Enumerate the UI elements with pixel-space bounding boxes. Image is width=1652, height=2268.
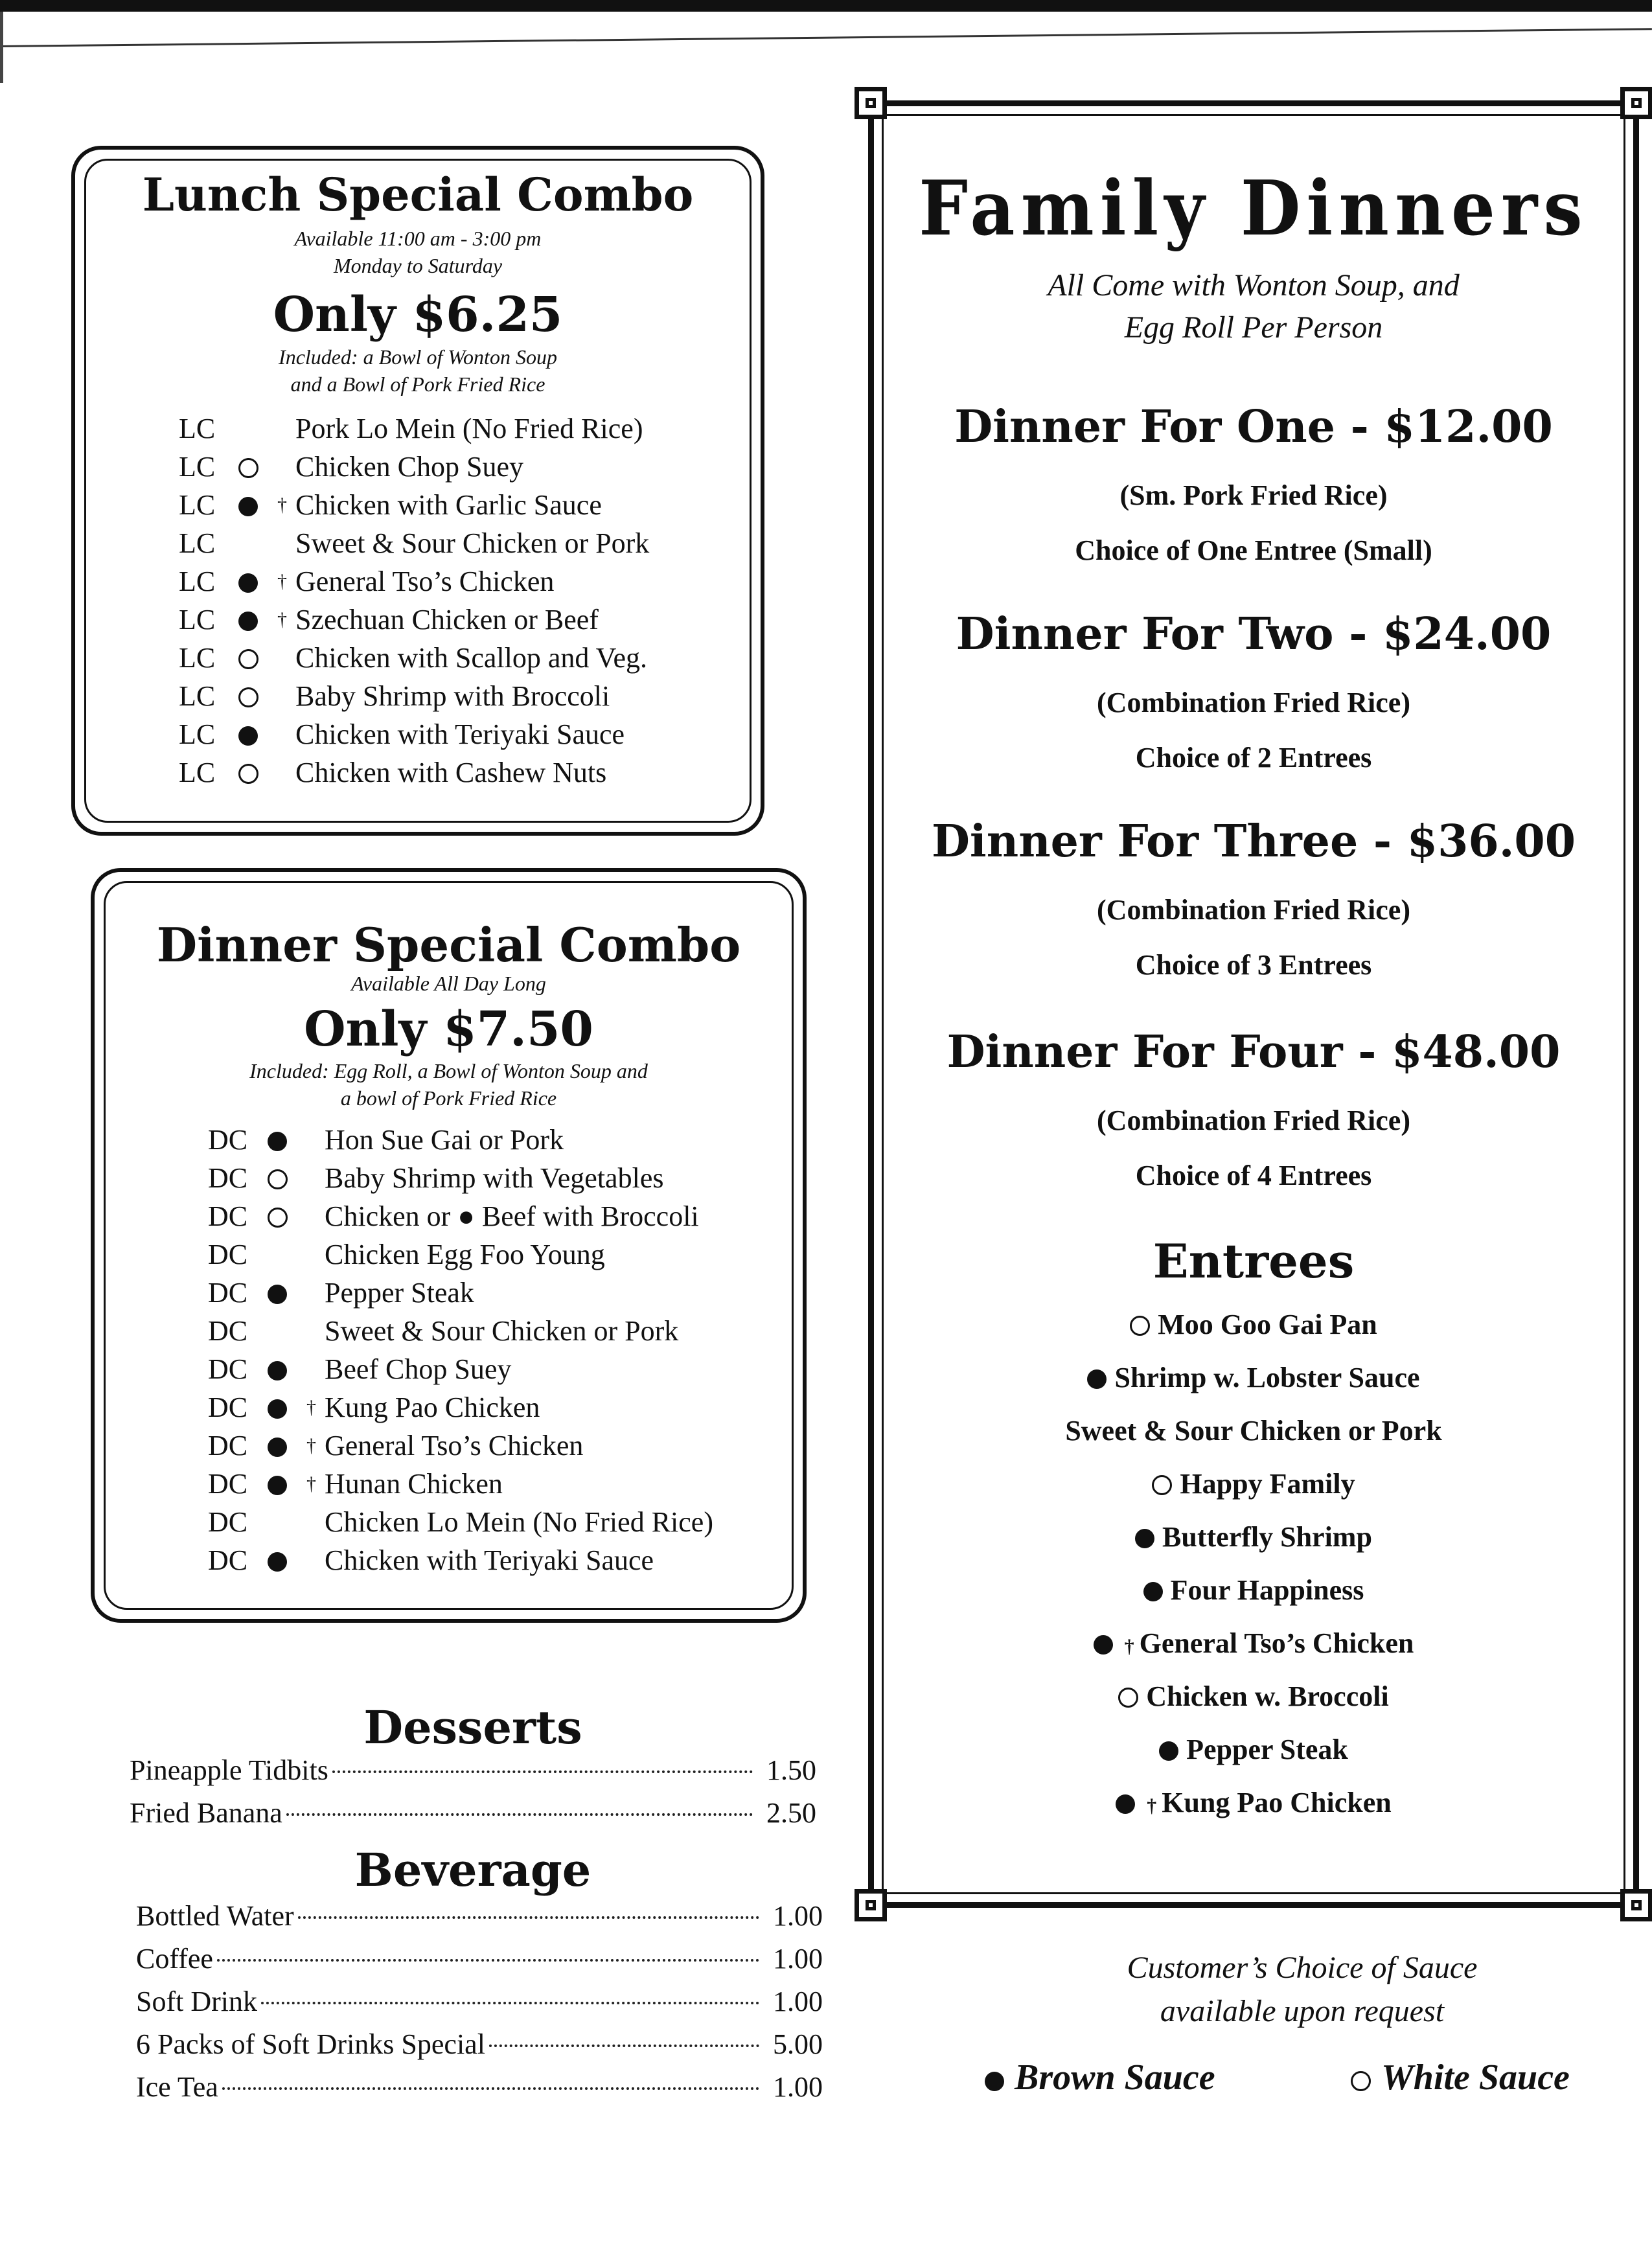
frame-corner-ornament bbox=[855, 87, 887, 119]
mark-open bbox=[238, 448, 264, 486]
item-code: DC bbox=[208, 1544, 248, 1576]
mark-filled bbox=[268, 1389, 293, 1426]
filled-dot-icon bbox=[985, 2072, 1004, 2091]
entree-name: Chicken w. Broccoli bbox=[1146, 1680, 1389, 1712]
item-name: Sweet & Sour Chicken or Pork bbox=[325, 1315, 679, 1347]
combo-item bbox=[208, 1351, 803, 1388]
combo-item bbox=[208, 1160, 803, 1197]
dot-leader bbox=[217, 1959, 759, 1962]
combo-item bbox=[179, 563, 761, 601]
combo-item bbox=[208, 1198, 803, 1235]
item-code: LC bbox=[179, 566, 216, 597]
sauce-note-1: Customer’s Choice of Sauce bbox=[1127, 1951, 1478, 1985]
combo-item bbox=[179, 716, 761, 753]
entree-item bbox=[874, 1308, 1633, 1341]
mark-open bbox=[268, 1160, 293, 1197]
mark-filled bbox=[268, 1121, 293, 1159]
entree-name: Kung Pao Chicken bbox=[1162, 1787, 1392, 1818]
price-row bbox=[136, 1938, 823, 1980]
family-note-1: All Come with Wonton Soup, and bbox=[1048, 268, 1460, 303]
dinner-for-two-title: Dinner For Two - $24.00 bbox=[956, 608, 1552, 660]
combo-item bbox=[179, 754, 761, 792]
item-price: 1.50 bbox=[766, 1754, 816, 1786]
item-code: LC bbox=[179, 527, 216, 559]
item-name: Pepper Steak bbox=[325, 1277, 474, 1309]
combo-item bbox=[208, 1542, 803, 1579]
entree-item bbox=[874, 1574, 1633, 1607]
sauce-note-2: available upon request bbox=[1160, 1994, 1445, 2028]
item-price: 1.00 bbox=[773, 1986, 823, 2017]
combo-item bbox=[179, 448, 761, 486]
item-code: LC bbox=[179, 489, 216, 521]
lunch-included-1: Included: a Bowl of Wonton Soup bbox=[279, 345, 557, 369]
combo-item bbox=[208, 1121, 803, 1159]
frame-corner-ornament bbox=[855, 1889, 887, 1921]
dinner-for-two-choice: Choice of 2 Entrees bbox=[1135, 742, 1372, 773]
item-price: 5.00 bbox=[773, 2028, 823, 2060]
entree-name: Happy Family bbox=[1180, 1468, 1355, 1500]
combo-item bbox=[208, 1236, 803, 1274]
combo-item bbox=[179, 410, 761, 448]
item-name: Chicken Lo Mein (No Fried Rice) bbox=[325, 1506, 713, 1538]
mark-open bbox=[238, 639, 264, 677]
item-name: Ice Tea bbox=[136, 2071, 218, 2103]
item-code: DC bbox=[208, 1392, 248, 1423]
item-name: General Tso’s Chicken bbox=[325, 1430, 584, 1461]
combo-item bbox=[208, 1389, 803, 1426]
beverage-list bbox=[136, 1895, 823, 2115]
dinner-for-one-choice: Choice of One Entree (Small) bbox=[1075, 534, 1432, 566]
filled-dot-icon bbox=[268, 1552, 287, 1572]
dot-leader bbox=[261, 2002, 759, 2004]
price-row bbox=[136, 2066, 823, 2109]
lunch-included-2: and a Bowl of Pork Fried Rice bbox=[290, 372, 545, 396]
filled-dot-icon bbox=[238, 612, 258, 631]
lunch-hours: Available 11:00 am - 3:00 pm bbox=[294, 227, 542, 250]
item-name: Sweet & Sour Chicken or Pork bbox=[295, 527, 650, 559]
item-name: Chicken with Teriyaki Sauce bbox=[325, 1544, 654, 1576]
lunch-price: Only $6.25 bbox=[273, 287, 563, 343]
item-code: DC bbox=[208, 1277, 248, 1309]
dinner-for-three-rice: (Combination Fried Rice) bbox=[1097, 894, 1410, 926]
entree-name: Moo Goo Gai Pan bbox=[1158, 1309, 1377, 1340]
filled-dot-icon bbox=[238, 497, 258, 516]
hot-pepper-icon: † bbox=[277, 571, 287, 592]
dinner-hours: Available All Day Long bbox=[351, 972, 546, 995]
item-name: Kung Pao Chicken bbox=[325, 1392, 540, 1423]
combo-item bbox=[179, 678, 761, 715]
entree-item bbox=[874, 1414, 1633, 1447]
item-price: 2.50 bbox=[766, 1797, 816, 1829]
open-circle-icon bbox=[238, 764, 258, 784]
dinner-price: Only $7.50 bbox=[304, 1002, 593, 1057]
item-name: Chicken with Scallop and Veg. bbox=[295, 642, 647, 674]
mark-open bbox=[268, 1198, 293, 1235]
item-name: Chicken with Garlic Sauce bbox=[295, 489, 602, 521]
entree-name: Shrimp w. Lobster Sauce bbox=[1114, 1362, 1420, 1393]
mark-filled bbox=[238, 563, 264, 601]
item-price: 1.00 bbox=[773, 2071, 823, 2103]
item-name: Bottled Water bbox=[136, 1900, 294, 1932]
item-name: Baby Shrimp with Vegetables bbox=[325, 1162, 664, 1194]
dinner-for-one-rice: (Sm. Pork Fried Rice) bbox=[1119, 479, 1388, 511]
mark-filled bbox=[268, 1351, 293, 1388]
open-circle-icon bbox=[268, 1169, 288, 1189]
filled-dot-icon bbox=[268, 1285, 287, 1304]
item-name: Beef Chop Suey bbox=[325, 1353, 512, 1385]
open-circle-icon bbox=[1351, 2071, 1371, 2091]
hot-pepper-icon: † bbox=[1124, 1636, 1134, 1657]
combo-item bbox=[179, 525, 761, 562]
item-code: DC bbox=[208, 1239, 248, 1270]
dinner-for-two-rice: (Combination Fried Rice) bbox=[1097, 687, 1410, 718]
filled-dot-icon bbox=[268, 1476, 287, 1495]
scan-edge-left bbox=[0, 12, 3, 83]
dot-leader bbox=[332, 1770, 753, 1773]
entree-item bbox=[874, 1786, 1633, 1819]
filled-dot-icon bbox=[268, 1361, 287, 1380]
entree-name: Butterfly Shrimp bbox=[1162, 1521, 1372, 1553]
filled-dot-icon bbox=[1159, 1741, 1178, 1761]
dot-leader bbox=[222, 2087, 759, 2090]
hot-pepper-icon: † bbox=[1147, 1795, 1157, 1816]
item-name: Chicken or ● Beef with Broccoli bbox=[325, 1200, 699, 1232]
item-name: Chicken with Teriyaki Sauce bbox=[295, 718, 625, 750]
hot-pepper-icon: † bbox=[277, 494, 287, 516]
filled-dot-icon bbox=[1094, 1635, 1113, 1655]
item-code: DC bbox=[208, 1353, 248, 1385]
entree-item bbox=[874, 1733, 1633, 1766]
hot-pepper-icon: † bbox=[306, 1435, 316, 1456]
dinner-for-four-title: Dinner For Four - $48.00 bbox=[946, 1026, 1561, 1078]
combo-item bbox=[179, 639, 761, 677]
item-name: Pork Lo Mein (No Fried Rice) bbox=[295, 413, 643, 444]
item-name: Hon Sue Gai or Pork bbox=[325, 1124, 564, 1156]
dot-leader bbox=[489, 2045, 759, 2047]
desserts-title: Desserts bbox=[363, 1701, 582, 1754]
item-code: DC bbox=[208, 1200, 248, 1232]
dinner-for-one-title: Dinner For One - $12.00 bbox=[954, 401, 1553, 453]
white-sauce-label: White Sauce bbox=[1381, 2057, 1570, 2098]
dot-leader bbox=[298, 1916, 759, 1919]
family-dinners-box bbox=[868, 100, 1639, 1908]
item-name: General Tso’s Chicken bbox=[295, 566, 555, 597]
item-code: LC bbox=[179, 757, 216, 788]
combo-item bbox=[208, 1465, 803, 1503]
dinner-for-three-choice: Choice of 3 Entrees bbox=[1135, 949, 1372, 981]
filled-dot-icon bbox=[268, 1399, 287, 1419]
item-price: 1.00 bbox=[773, 1943, 823, 1975]
hot-pepper-icon: † bbox=[277, 609, 287, 630]
mark-filled bbox=[268, 1465, 293, 1503]
filled-dot-icon bbox=[1135, 1529, 1154, 1548]
mark-open bbox=[238, 678, 264, 715]
item-code: LC bbox=[179, 718, 216, 750]
mark-open bbox=[238, 754, 264, 792]
item-price: 1.00 bbox=[773, 1900, 823, 1932]
open-circle-icon bbox=[238, 458, 258, 478]
dinner-special-box bbox=[91, 868, 807, 1623]
combo-item bbox=[179, 487, 761, 524]
item-name: Chicken Chop Suey bbox=[295, 451, 523, 483]
dinner-for-three-title: Dinner For Three - $36.00 bbox=[931, 816, 1576, 867]
item-code: DC bbox=[208, 1124, 248, 1156]
dinner-for-four-choice: Choice of 4 Entrees bbox=[1135, 1160, 1372, 1191]
open-circle-icon bbox=[238, 649, 258, 669]
item-name: Soft Drink bbox=[136, 1986, 257, 2017]
item-name: Fried Banana bbox=[130, 1797, 282, 1829]
filled-dot-icon bbox=[238, 573, 258, 593]
item-code: DC bbox=[208, 1430, 248, 1461]
mark-filled bbox=[268, 1427, 293, 1465]
combo-item bbox=[208, 1427, 803, 1465]
filled-dot-icon bbox=[268, 1438, 287, 1457]
price-row bbox=[136, 1895, 823, 1938]
item-name: Baby Shrimp with Broccoli bbox=[295, 680, 610, 712]
dinner-included-1: Included: Egg Roll, a Bowl of Wonton Soup and bbox=[249, 1059, 648, 1082]
entree-item bbox=[874, 1520, 1633, 1553]
dessert-list bbox=[130, 1749, 816, 1840]
combo-item bbox=[208, 1312, 803, 1350]
entree-item bbox=[874, 1627, 1633, 1660]
dinner-for-four-rice: (Combination Fried Rice) bbox=[1097, 1105, 1410, 1136]
item-code: LC bbox=[179, 604, 216, 636]
entree-name: Four Happiness bbox=[1170, 1574, 1364, 1606]
lunch-item-list bbox=[179, 410, 761, 799]
hot-pepper-icon: † bbox=[306, 1397, 316, 1418]
price-row bbox=[136, 1980, 823, 2023]
mark-filled bbox=[238, 716, 264, 753]
item-name: Chicken Egg Foo Young bbox=[325, 1239, 605, 1270]
filled-dot-icon bbox=[268, 1132, 287, 1151]
open-circle-icon bbox=[1130, 1316, 1150, 1336]
scan-edge-top bbox=[0, 0, 1652, 12]
combo-item bbox=[208, 1504, 803, 1541]
brown-sauce-label: Brown Sauce bbox=[1015, 2057, 1215, 2098]
item-code: DC bbox=[208, 1162, 248, 1194]
mark-filled bbox=[268, 1542, 293, 1579]
lunch-days: Monday to Saturday bbox=[333, 254, 503, 277]
lunch-title: Lunch Special Combo bbox=[142, 168, 694, 222]
mark-filled bbox=[268, 1274, 293, 1312]
frame-corner-ornament bbox=[1620, 87, 1652, 119]
item-code: DC bbox=[208, 1468, 248, 1500]
item-name: Hunan Chicken bbox=[325, 1468, 503, 1500]
white-sauce-option bbox=[1351, 2057, 1570, 2098]
combo-item bbox=[179, 601, 761, 639]
dinner-title: Dinner Special Combo bbox=[156, 917, 741, 972]
filled-dot-icon bbox=[238, 726, 258, 746]
item-code: LC bbox=[179, 451, 216, 483]
frame-corner-ornament bbox=[1620, 1889, 1652, 1921]
beverage-title: Beverage bbox=[354, 1843, 591, 1897]
mark-filled bbox=[238, 601, 264, 639]
mark-filled bbox=[238, 487, 264, 524]
combo-item bbox=[208, 1274, 803, 1312]
scan-rule bbox=[0, 28, 1652, 47]
dot-leader bbox=[286, 1813, 753, 1816]
item-code: LC bbox=[179, 680, 216, 712]
item-code: DC bbox=[208, 1506, 248, 1538]
filled-dot-icon bbox=[1116, 1794, 1135, 1814]
open-circle-icon bbox=[268, 1208, 288, 1228]
filled-dot-icon bbox=[1087, 1369, 1107, 1389]
dinner-included-2: a bowl of Pork Fried Rice bbox=[340, 1086, 557, 1110]
open-circle-icon bbox=[238, 687, 258, 707]
item-name: Szechuan Chicken or Beef bbox=[295, 604, 599, 636]
item-code: LC bbox=[179, 642, 216, 674]
entree-item bbox=[874, 1467, 1633, 1500]
family-title: Family Dinners bbox=[919, 165, 1589, 253]
entree-name: General Tso’s Chicken bbox=[1139, 1627, 1414, 1659]
filled-dot-icon bbox=[1143, 1582, 1163, 1601]
item-name: 6 Packs of Soft Drinks Special bbox=[136, 2028, 485, 2060]
item-name: Pineapple Tidbits bbox=[130, 1754, 328, 1786]
entree-item bbox=[874, 1680, 1633, 1713]
open-circle-icon bbox=[1118, 1688, 1138, 1708]
price-row bbox=[136, 2023, 823, 2066]
price-row bbox=[130, 1792, 816, 1835]
entree-name: Pepper Steak bbox=[1186, 1734, 1348, 1765]
price-row bbox=[130, 1749, 816, 1792]
entrees-title: Entrees bbox=[1153, 1233, 1355, 1289]
lunch-special-box bbox=[71, 146, 764, 836]
item-code: DC bbox=[208, 1315, 248, 1347]
item-name: Coffee bbox=[136, 1943, 213, 1975]
item-name: Chicken with Cashew Nuts bbox=[295, 757, 607, 788]
dinner-item-list bbox=[208, 1121, 803, 1588]
hot-pepper-icon: † bbox=[306, 1473, 316, 1495]
entree-item bbox=[874, 1361, 1633, 1394]
entree-name: Sweet & Sour Chicken or Pork bbox=[1065, 1415, 1442, 1447]
open-circle-icon bbox=[1152, 1475, 1172, 1495]
item-code: LC bbox=[179, 413, 216, 444]
entree-list bbox=[874, 1308, 1633, 1839]
brown-sauce-option bbox=[985, 2057, 1215, 2098]
family-note-2: Egg Roll Per Person bbox=[1124, 310, 1383, 345]
